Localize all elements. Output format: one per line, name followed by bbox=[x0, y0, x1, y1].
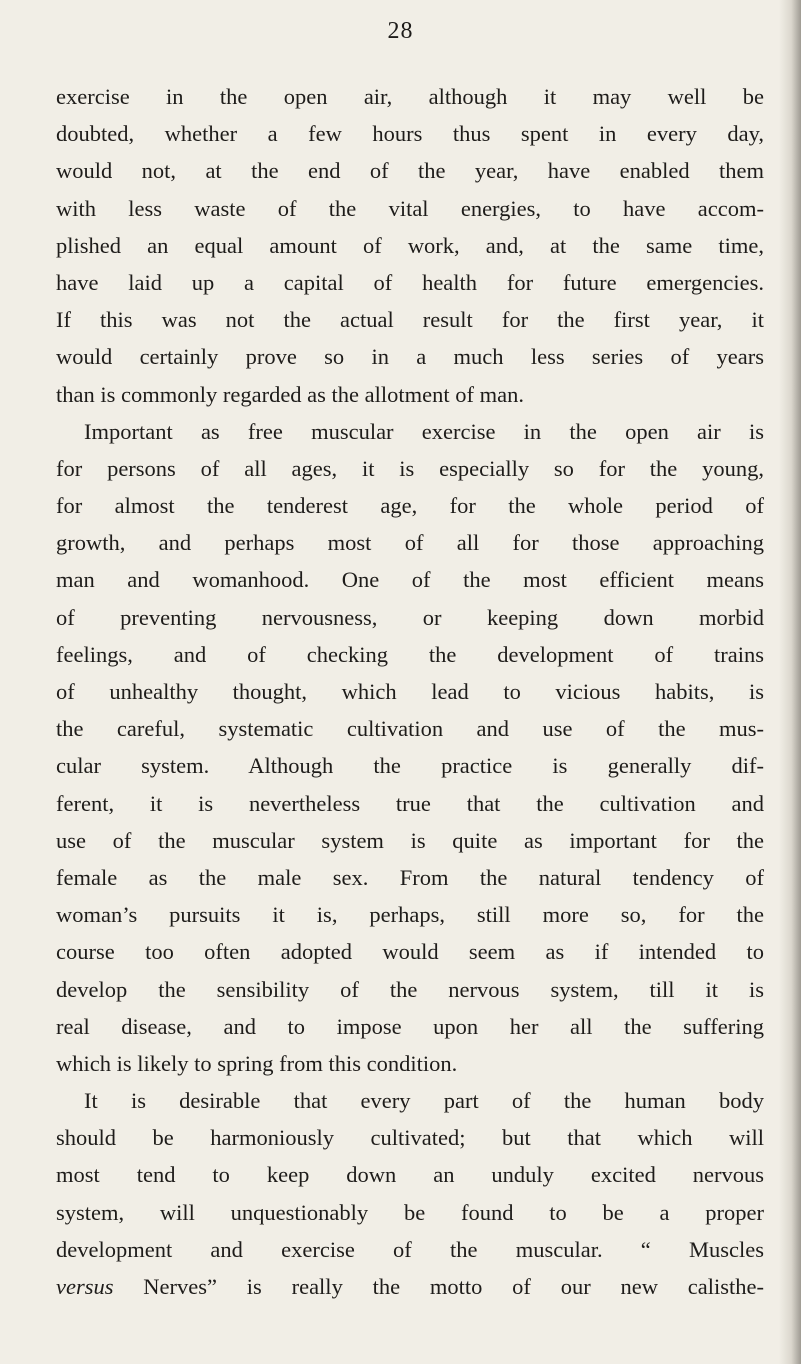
text-line: of unhealthy thought, which lead to vicious habits, is bbox=[56, 679, 764, 704]
text-line: most tend to keep down an unduly excited nervous bbox=[56, 1162, 764, 1188]
text-line: for almost the tenderest age, for the whole period of bbox=[56, 493, 764, 519]
text-line: If this was not the actual result for the first year, it bbox=[56, 307, 764, 333]
text-line: Important as free muscular exercise in the open air is bbox=[84, 418, 764, 444]
text-line: for persons of all ages, it is especially so for the young, bbox=[56, 455, 764, 481]
text-line: would not, at the end of the year, have enabled them bbox=[56, 158, 764, 184]
text-line: develop the sensibility of the nervous system, till it is bbox=[56, 976, 764, 1002]
final-line-rest: Nerves” is really the motto of our new calisthe- bbox=[113, 1274, 764, 1299]
text-line: exercise in the open air, although it may well be bbox=[56, 84, 764, 109]
text-line: use of the muscular system is quite as important for the bbox=[56, 827, 764, 853]
text-line: feelings, and of checking the development of trains bbox=[56, 641, 764, 667]
page-number: 28 bbox=[387, 18, 414, 44]
text-line: man and womanhood. One of the most efficient means bbox=[56, 567, 764, 593]
text-line: female as the male sex. From the natural tendency of bbox=[56, 864, 764, 890]
text-line: than is commonly regarded as the allotment of man. bbox=[56, 381, 524, 407]
text-line: real disease, and to impose upon her all the suffering bbox=[56, 1013, 764, 1039]
body-text bbox=[56, 78, 764, 1305]
text-line: would certainly prove so in a much less series of years bbox=[56, 344, 764, 370]
text-line: should be harmoniously cultivated; but that which will bbox=[56, 1125, 764, 1151]
text-line: have laid up a capital of health for future emergencies. bbox=[56, 269, 764, 295]
text-line: which is likely to spring from this condition. bbox=[56, 1050, 458, 1076]
text-line: It is desirable that every part of the human body bbox=[84, 1088, 764, 1114]
text-line: ferent, it is nevertheless true that the cultivation and bbox=[56, 790, 764, 816]
italic-word: versus bbox=[56, 1274, 114, 1299]
text-line: development and exercise of the muscular. “ Muscles bbox=[56, 1236, 764, 1262]
text-line: course too often adopted would seem as if intended to bbox=[56, 939, 764, 965]
page-edge-shadow bbox=[779, 0, 801, 1364]
text-line: doubted, whether a few hours thus spent in every day, bbox=[56, 121, 764, 147]
text-line: cular system. Although the practice is generally dif- bbox=[56, 753, 764, 779]
text-line: the careful, systematic cultivation and use of the mus- bbox=[56, 716, 764, 742]
text-line-final bbox=[56, 1268, 764, 1305]
text-line: plished an equal amount of work, and, at the same time, bbox=[56, 232, 764, 258]
text-line: woman’s pursuits it is, perhaps, still more so, for the bbox=[56, 902, 764, 928]
text-line: growth, and perhaps most of all for those approaching bbox=[56, 530, 764, 556]
text-line: with less waste of the vital energies, to have accom- bbox=[56, 195, 764, 221]
text-line: system, will unquestionably be found to be a proper bbox=[56, 1199, 764, 1225]
text-line: of preventing nervousness, or keeping down morbid bbox=[56, 604, 764, 630]
